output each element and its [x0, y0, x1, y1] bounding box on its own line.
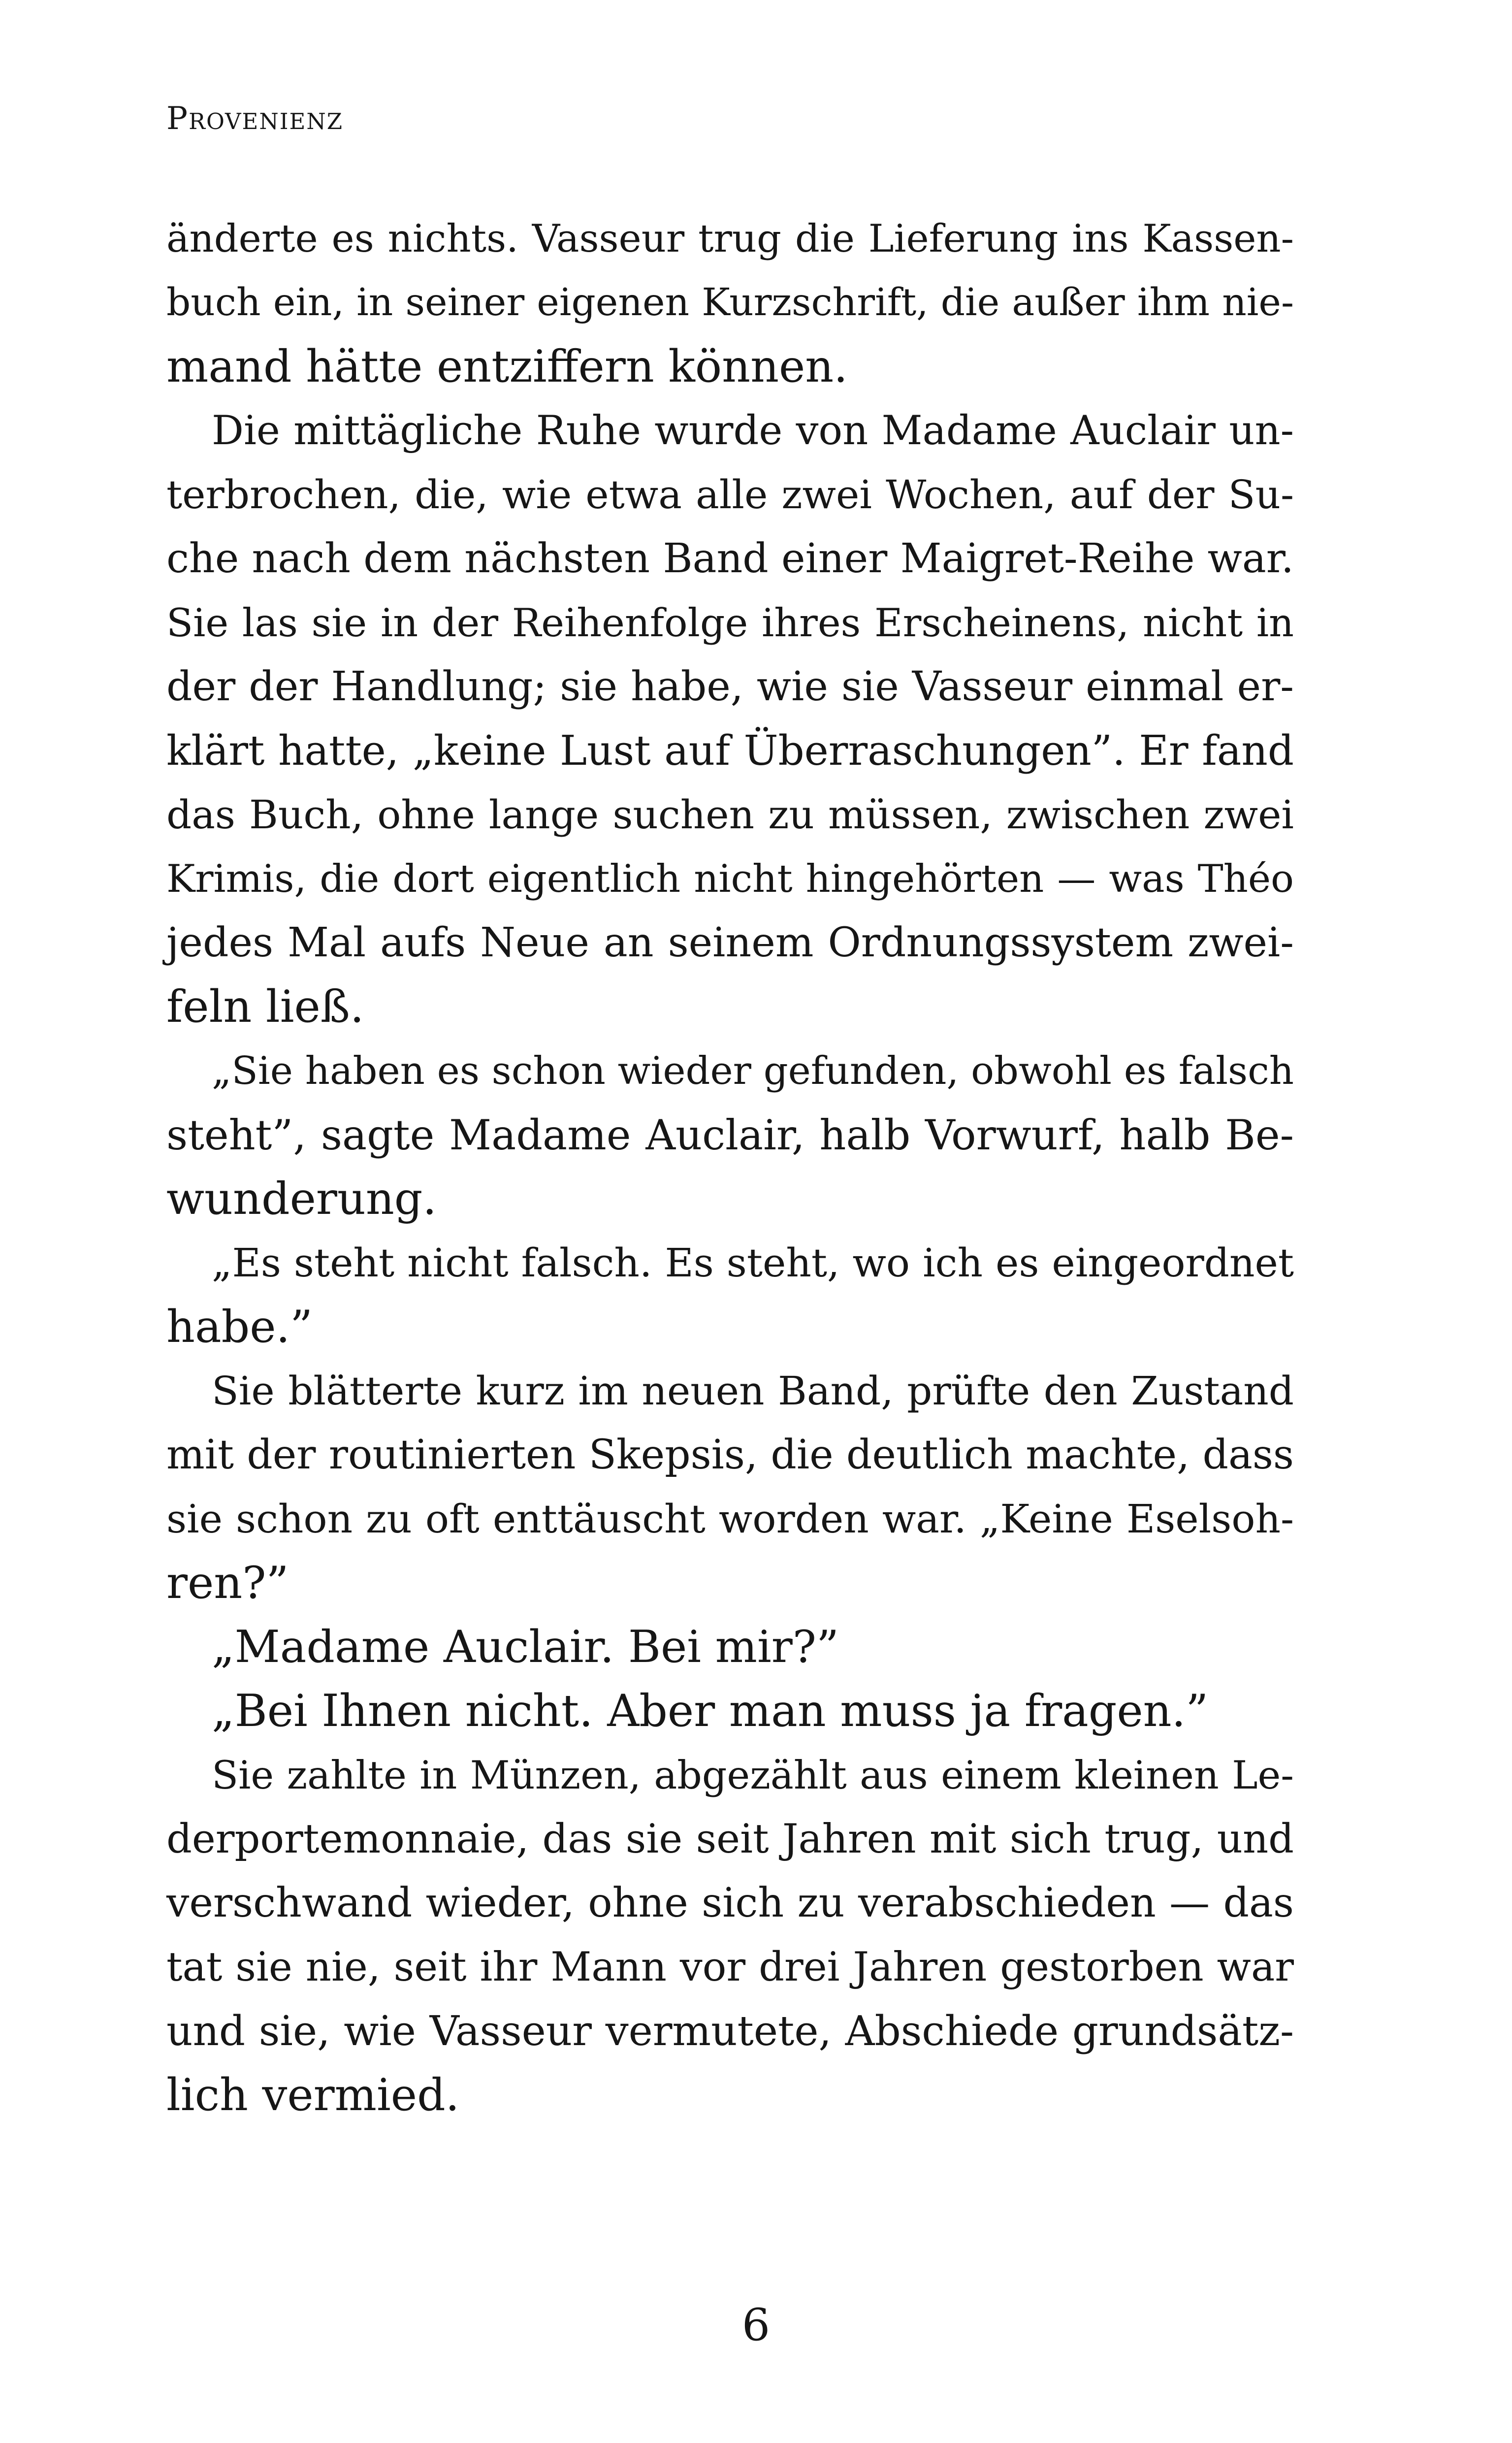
- text-line: jedes Mal aufs Neue an seinem Ordnungssystem zwei-: [166, 919, 1294, 966]
- text-line: das Buch, ohne lange suchen zu müssen, zwischen zwei: [166, 792, 1294, 838]
- text-line: tat sie nie, seit ihr Mann vor drei Jahren gestorben war: [166, 1944, 1294, 1990]
- text-line: terbrochen, die, wie etwa alle zwei Wochen, auf der Su-: [166, 472, 1294, 518]
- text-line: habe.”: [166, 1301, 313, 1353]
- text-line: änderte es nichts. Vasseur trug die Lieferung ins Kassen-: [166, 217, 1294, 261]
- text-line: der der Handlung; sie habe, wie sie Vasseur einmal er-: [166, 663, 1294, 710]
- text-line: sie schon zu oft enttäuscht worden war. „Keine Eselsoh-: [166, 1496, 1294, 1542]
- text-line: Die mittägliche Ruhe wurde von Madame Auclair un-: [212, 408, 1294, 454]
- text-line: ren?”: [166, 1557, 289, 1609]
- text-line: „Bei Ihnen nicht. Aber man muss ja fragen.”: [212, 1685, 1209, 1737]
- text-line: Sie las sie in der Reihenfolge ihres Erscheinens, nicht in: [166, 600, 1294, 646]
- text-line: buch ein, in seiner eigenen Kurzschrift, die außer ihm nie-: [166, 281, 1294, 325]
- page-number: 6: [741, 2299, 771, 2351]
- text-line: klärt hatte, „keine Lust auf Überraschungen”. Er fand: [166, 727, 1294, 775]
- text-line: mit der routinierten Skepsis, die deutlich machte, dass: [166, 1432, 1294, 1478]
- text-line: „Madame Auclair. Bei mir?”: [212, 1621, 839, 1673]
- text-line: Sie zahlte in Münzen, abgezählt aus einem kleinen Le-: [212, 1753, 1294, 1798]
- text-line: feln ließ.: [166, 981, 364, 1033]
- text-line: lich vermied.: [166, 2069, 460, 2121]
- text-line: Sie blätterte kurz im neuen Band, prüfte den Zustand: [212, 1368, 1294, 1414]
- text-line: verschwand wieder, ohne sich zu verabschieden — das: [166, 1880, 1294, 1926]
- running-head: Provenienz: [166, 100, 344, 137]
- text-line: derportemonnaie, das sie seit Jahren mit sich trug, und: [166, 1816, 1294, 1862]
- text-line: Krimis, die dort eigentlich nicht hingehörten — was Théo: [166, 857, 1294, 901]
- text-line: steht”, sagte Madame Auclair, halb Vorwurf, halb Be-: [166, 1111, 1294, 1159]
- text-line: „Sie haben es schon wieder gefunden, obwohl es falsch: [212, 1049, 1294, 1093]
- body-text: [166, 207, 1294, 2127]
- text-line: che nach dem nächsten Band einer Maigret-Reihe war.: [166, 535, 1294, 582]
- text-line: und sie, wie Vasseur vermutete, Abschiede grundsätz-: [166, 2007, 1294, 2055]
- text-line: mand hätte entziffern können.: [166, 341, 848, 392]
- text-line: „Es steht nicht falsch. Es steht, wo ich es eingeordnet: [212, 1240, 1294, 1286]
- text-line: wunderung.: [166, 1173, 437, 1225]
